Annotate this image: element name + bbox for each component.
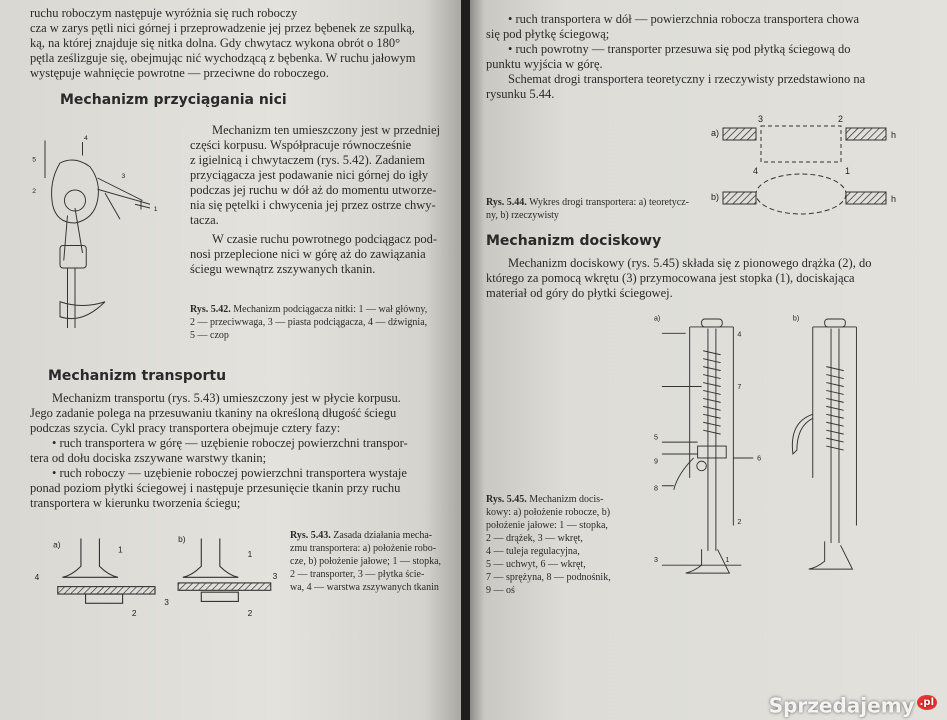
fig-5-43-diagram xyxy=(30,529,280,622)
fig-label: 6 xyxy=(757,454,762,463)
text-line: W czasie ruchu powrotnego podciągacz pod- xyxy=(212,232,438,246)
text-line: ruchu roboczym następuje wyróżnia się ruch roboczy xyxy=(30,6,298,20)
text-line: się pod płytkę ściegową; xyxy=(486,27,610,41)
text-line: rysunku 5.44. xyxy=(486,87,555,101)
fig-5-42-text xyxy=(190,123,455,342)
fig-5-44-diagram xyxy=(711,112,911,222)
text-line: Jego zadanie polega na przesuwaniu tkaniny na określoną długość ściegu xyxy=(30,406,397,420)
fig-label: h xyxy=(891,130,897,140)
caption-text: Zasada działania mecha- xyxy=(333,530,433,541)
fig-label: 1 xyxy=(845,166,851,176)
fig-5-45-diagram xyxy=(646,311,916,597)
fig-label: 3 xyxy=(164,597,169,608)
text-line: pętla ześlizguje się, obejmując nić wychodzącą z bębenka. W ruchu jałowym xyxy=(30,51,416,65)
text-line: części korpusu. Współpracuje równocześnie xyxy=(190,138,412,152)
text-line: transportera w kierunku tworzenia ściegu; xyxy=(30,496,241,510)
fig-label: 7 xyxy=(737,382,742,391)
text-line: punktu wyjścia w górę. xyxy=(486,57,603,71)
watermark-logo xyxy=(769,691,937,718)
left-page xyxy=(0,0,461,720)
text-line: którego za pomocą wkrętu (3) przymocowana jest stopka (1), dociskająca xyxy=(486,271,855,285)
fig-5-42-section xyxy=(30,123,455,353)
top-text xyxy=(486,12,931,102)
text-line: Mechanizm ten umieszczony jest w przedniej xyxy=(212,123,441,137)
paragraph-thread-takeup xyxy=(190,123,455,277)
text-line: ściegu wewnątrz zszywanych tkanin. xyxy=(190,262,376,276)
fig-label: 2 xyxy=(247,608,253,619)
book-spine xyxy=(461,0,470,720)
fig-5-44-caption xyxy=(486,196,701,222)
fig-label: 3 xyxy=(272,571,278,582)
caption-text: 5 — czop xyxy=(190,330,229,341)
fig-label: a) xyxy=(653,314,661,323)
text-line: z igielnicą i chwytaczem (rys. 5.42). Zadaniem xyxy=(190,153,425,167)
caption-text: cze, b) położenie jałowe; 1 — stopka, xyxy=(290,556,442,567)
caption-text: Mechanizm docis- xyxy=(529,494,604,505)
text-line: nia się pętelki i chwycenia jej przez ostrze chwy- xyxy=(190,198,436,212)
fig-label: b) xyxy=(792,314,800,323)
text-line: • ruch roboczy — uzębienie roboczej powierzchni transportera wystaje xyxy=(52,466,407,480)
caption-text: Mechanizm podciągacza nitki: 1 — wał główny, xyxy=(233,304,428,315)
text-line: podczas jej ruchu w dół aż do momentu utworze- xyxy=(190,183,437,197)
heading-thread-takeup: Mechanizm przyciągania nici xyxy=(60,92,287,108)
fig-label: a) xyxy=(711,128,720,138)
text-line: • ruch transportera w górę — uzębienie roboczej powierzchni transpor- xyxy=(52,436,408,450)
fig-5-44-section xyxy=(486,112,931,222)
fig-label: 4 xyxy=(84,134,88,142)
caption-text: zmu transportera: a) położenie robo- xyxy=(290,543,437,554)
paragraph-presser-mechanism xyxy=(486,256,931,301)
fig-label: 1 xyxy=(725,556,730,564)
text-line: ką, na której znajduje się nitka dolna. Gdy chwytacz wykona obrót o 180° xyxy=(30,36,401,50)
caption-text: wa, 4 — warstwa zszywanych tkanin xyxy=(290,582,439,593)
fig-label: 2 xyxy=(737,517,742,526)
caption-text: ny, b) rzeczywisty xyxy=(486,210,559,221)
fig-label: 8 xyxy=(653,484,658,493)
text-line: podczas szycia. Cykl pracy transportera obejmuje cztery fazy: xyxy=(30,421,341,435)
caption-label: Rys. 5.43. xyxy=(290,530,331,541)
fig-5-43-section xyxy=(30,529,455,622)
text-line: cza w zarys pętli nici górnej i przeprowadzenie jej przez bębenek ze szpulką, xyxy=(30,21,415,35)
caption-label: Rys. 5.44. xyxy=(486,197,527,208)
fig-label: 2 xyxy=(32,188,37,195)
fig-label: 4 xyxy=(737,330,742,339)
fig-label: 2 xyxy=(838,114,844,124)
caption-text: położenie jałowe: 1 — stopka, xyxy=(486,520,608,531)
fig-label: 2 xyxy=(131,608,137,619)
caption-text: 2 — drążek, 3 — wkręt, xyxy=(486,533,583,544)
fig-5-42-caption xyxy=(190,303,455,342)
text-line: materiał od góry do płytki ściegowej. xyxy=(486,286,673,300)
text-line: nosi przeplecione nici w górę aż do zawiązania xyxy=(190,247,426,261)
heading-presser-mechanism: Mechanizm dociskowy xyxy=(486,233,662,249)
text-line: tera od dołu dociska zszywane warstwy tkanin; xyxy=(30,451,267,465)
fig-label: 1 xyxy=(247,548,253,559)
right-page xyxy=(470,0,947,720)
fig-5-43-caption xyxy=(290,529,455,594)
heading-feed-mechanism: Mechanizm transportu xyxy=(48,368,227,384)
right-column xyxy=(486,12,931,597)
caption-text: 4 — tuleja regulacyjna, xyxy=(486,546,580,557)
paragraph-feed-mechanism xyxy=(30,391,455,511)
text-line: • ruch transportera w dół — powierzchnia robocza transportera chowa xyxy=(508,12,860,26)
fig-5-45-section xyxy=(486,311,931,597)
fig-label: 3 xyxy=(653,556,658,564)
watermark-text: Sprzedajemy xyxy=(768,694,915,718)
fig-label: b) xyxy=(711,192,720,202)
caption-label: Rys. 5.42. xyxy=(190,304,231,315)
caption-text: 2 — przeciwwaga, 3 — piasta podciągacza, 4 — dźwignia, xyxy=(190,317,428,328)
caption-text: Wykres drogi transportera: a) teoretycz- xyxy=(529,197,689,208)
caption-text: kowy: a) położenie robocze, b) xyxy=(486,507,611,518)
fig-label: 4 xyxy=(753,166,759,176)
fig-label: 1 xyxy=(153,206,158,213)
caption-label: Rys. 5.45. xyxy=(486,494,527,505)
fig-label: 9 xyxy=(653,457,658,466)
left-column xyxy=(30,6,455,622)
text-line: ponad poziom płytki ściegowej i następuje przesunięcie tkanin przy ruchu xyxy=(30,481,401,495)
fig-label: 1 xyxy=(117,544,123,555)
caption-text: 9 — oś xyxy=(486,585,515,596)
fig-label: 5 xyxy=(32,156,37,164)
watermark-suffix: .pl xyxy=(917,695,937,710)
text-line: Mechanizm dociskowy (rys. 5.45) składa się z pionowego drążka (2), do xyxy=(508,256,872,270)
fig-label: 5 xyxy=(653,433,658,442)
fig-label: 4 xyxy=(34,572,40,583)
fig-5-42-diagram xyxy=(30,123,180,353)
text-line: Mechanizm transportu (rys. 5.43) umieszczony jest w płycie korpusu. xyxy=(52,391,401,405)
fig-label: a) xyxy=(53,539,61,550)
fig-5-45-caption xyxy=(486,493,636,597)
text-line: • ruch powrotny — transporter przesuwa się pod płytką ściegową do xyxy=(508,42,851,56)
fig-label: 3 xyxy=(758,114,764,124)
fig-label: b) xyxy=(178,534,186,545)
text-line: tacza. xyxy=(190,213,219,227)
text-line: Schemat drogi transportera teoretyczny i rzeczywisty przedstawiono na xyxy=(508,72,866,86)
text-line: przyciągacza jest podawanie nici górnej do igły xyxy=(190,168,429,182)
caption-text: 7 — sprężyna, 8 — podnośnik, xyxy=(486,572,611,583)
fig-label: h xyxy=(891,194,897,204)
text-line: występuje wahnięcie powrotne — przeciwne do roboczego. xyxy=(30,66,329,80)
fig-label: 3 xyxy=(121,173,126,180)
caption-text: 2 — transporter, 3 — płytka ście- xyxy=(290,569,425,580)
caption-text: 5 — uchwyt, 6 — wkręt, xyxy=(486,559,586,570)
top-text xyxy=(30,6,455,81)
